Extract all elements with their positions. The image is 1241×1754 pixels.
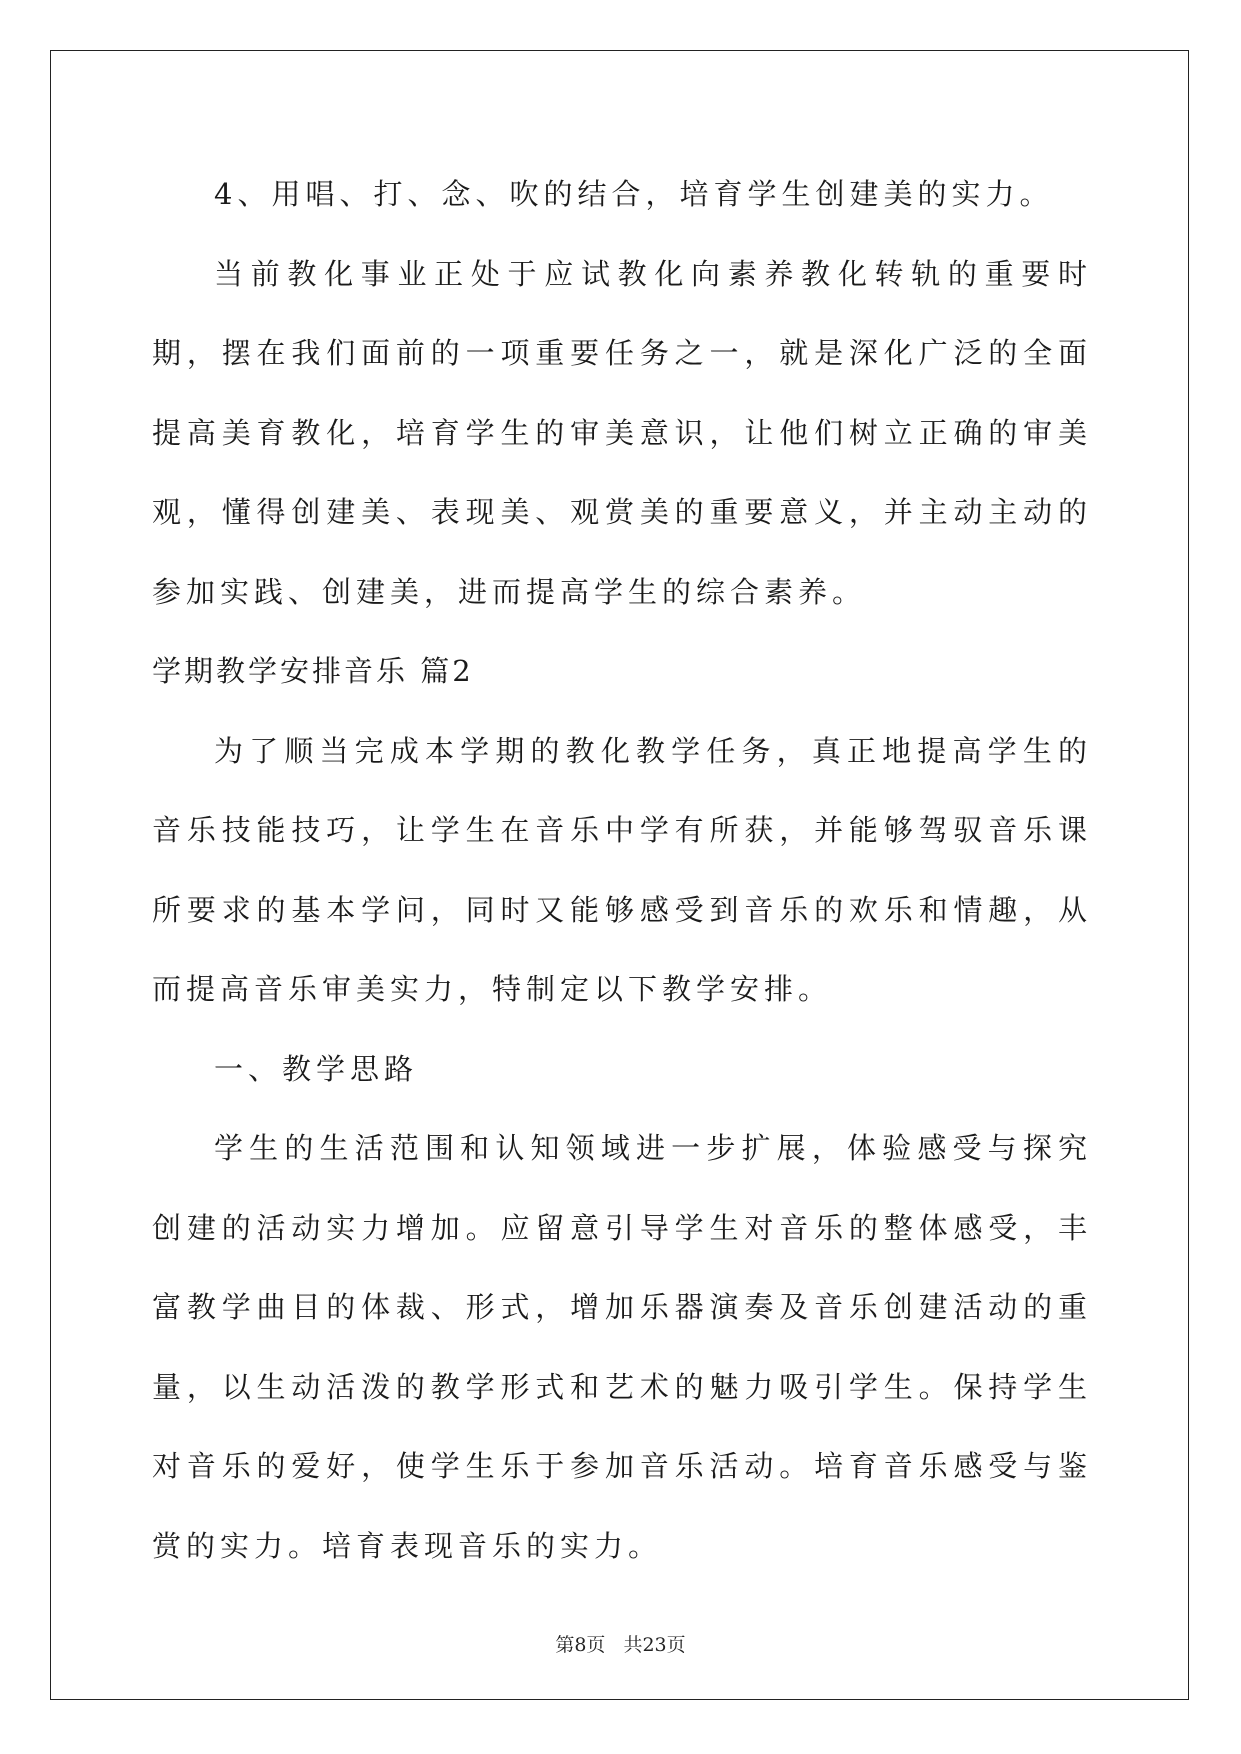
paragraph-teaching-ideas: 学生的生活范围和认知领域进一步扩展，体验感受与探究创建的活动实力增加。应留意引导学生对音乐的整体感受，丰富教学曲目的体裁、形式，增加乐器演奏及音乐创建活动的重量，以生动活泼的教学形式和艺术的魅力吸引学生。保持学生对音乐的爱好，使学生乐于参加音乐活动。培育音乐感受与鉴赏的实力。培育表现音乐的实力。 [152, 1131, 1092, 1563]
page-total: 共23页 [623, 1634, 686, 1656]
paragraph-semester-plan: 为了顺当完成本学期的教化教学任务，真正地提高学生的音乐技能技巧，让学生在音乐中学有所获，并能够驾驭音乐课所要求的基本学问，同时又能够感受到音乐的欢乐和情趣，从而提高音乐审美实力，特制定以下教学安排。 [152, 733, 1092, 1006]
paragraph-aesthetic-education: 当前教化事业正处于应试教化向素养教化转轨的重要时期，摆在我们面前的一项重要任务之一，就是深化广泛的全面提高美育教化，培育学生的审美意识，让他们树立正确的审美观，懂得创建美、表现美、观赏美的重要意义，并主动主动的参加实践、创建美，进而提高学生的综合素养。 [152, 256, 1092, 609]
subheading-teaching-ideas: 一、教学思路 [214, 1051, 419, 1086]
page-footer [0, 1630, 1241, 1657]
section-heading: 学期教学安排音乐 篇2 [152, 654, 474, 688]
page-number: 第8页 [555, 1634, 606, 1656]
document-body [152, 155, 1092, 1586]
paragraph-item-4: 4、用唱、打、念、吹的结合，培育学生创建美的实力。 [214, 177, 1054, 211]
